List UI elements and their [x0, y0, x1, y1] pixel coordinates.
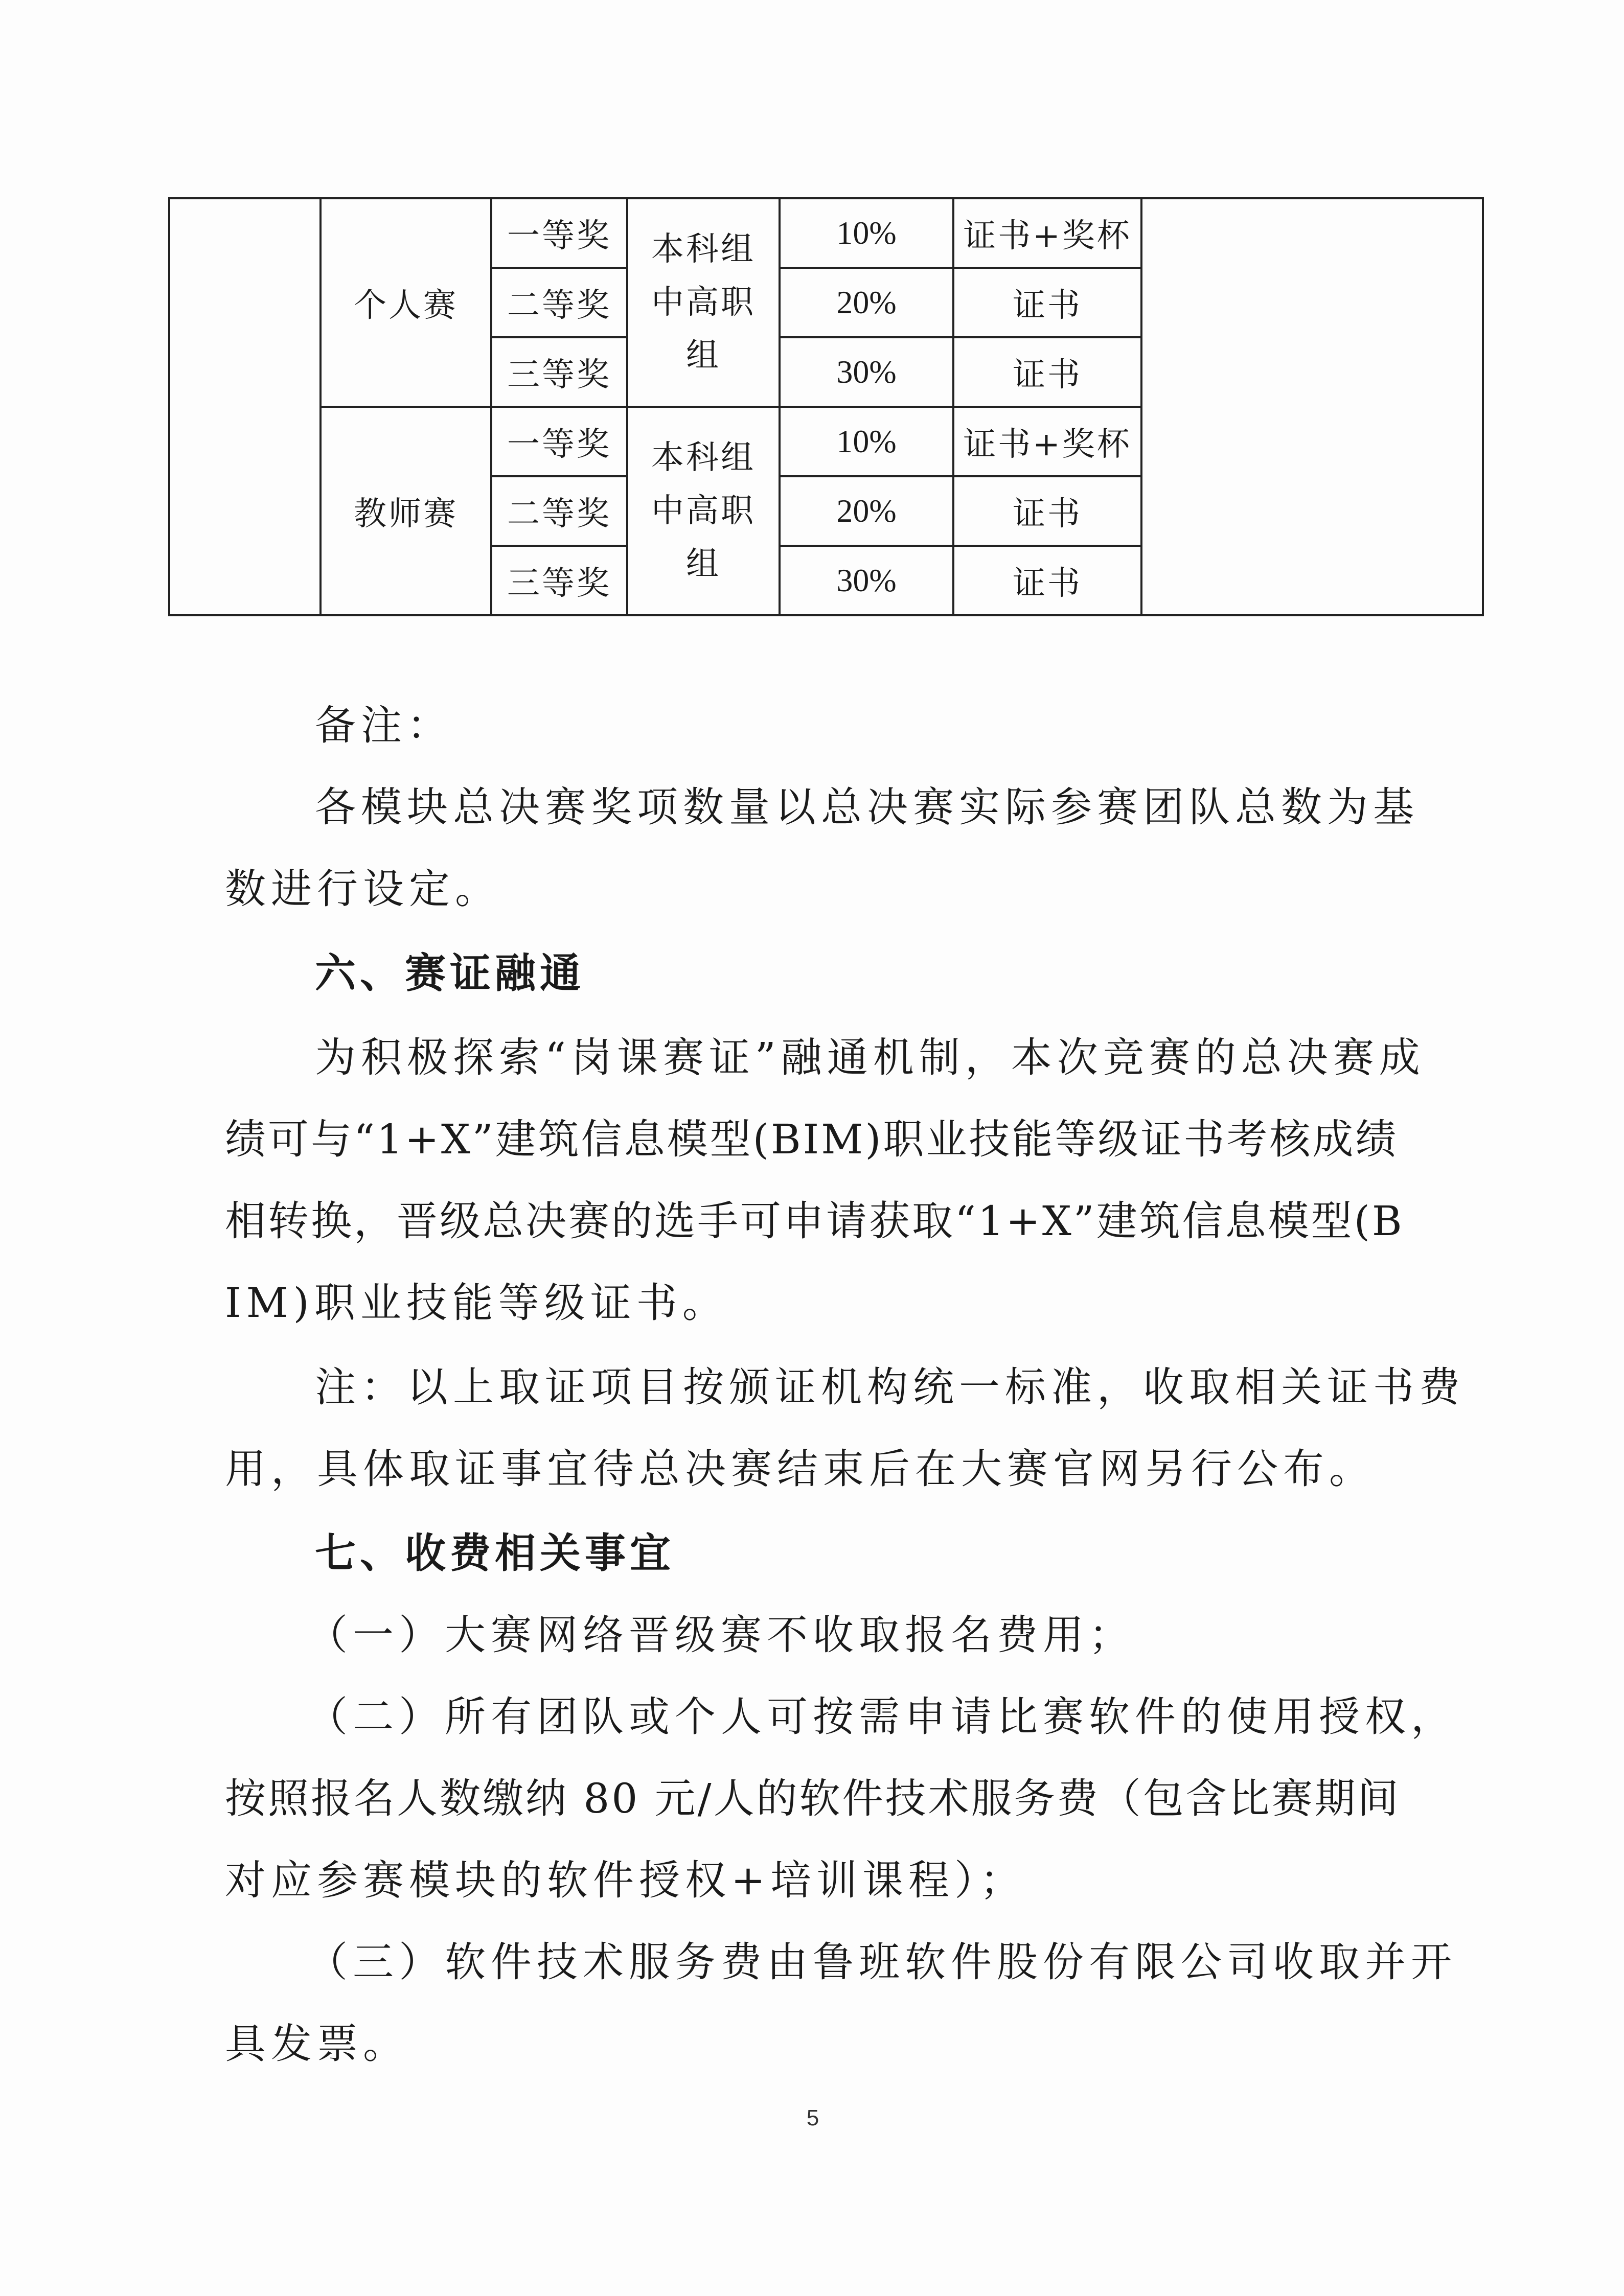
rank-cell: 一等奖: [491, 198, 627, 268]
group-cell: [627, 407, 780, 615]
ratio-cell: 20%: [780, 268, 953, 337]
ratio-cell: 30%: [780, 546, 953, 615]
rank-cell: 三等奖: [491, 546, 627, 615]
paragraph-line: 相转换，晋级总决赛的选手可申请获取“1+X”建筑信息模型(B: [225, 1197, 1404, 1245]
reward-cell: 证书+奖杯: [953, 198, 1141, 268]
list-item: （三）软件技术服务费由鲁班软件股份有限公司收取并开: [307, 1938, 1457, 1986]
paragraph-line: 按照报名人数缴纳 80 元/人的软件技术服务费（包含比赛期间: [225, 1775, 1401, 1822]
group-line: 本科组: [651, 230, 756, 268]
reward-cell: 证书: [953, 546, 1141, 615]
paragraph-line: 用，具体取证事宜待总决赛结束后在大赛官网另行公布。: [225, 1445, 1375, 1493]
ratio-cell: 10%: [780, 198, 953, 268]
group-line: 组: [686, 545, 721, 583]
group-line: 组: [686, 337, 721, 375]
reward-cell: 证书: [953, 476, 1141, 546]
rank-cell: 二等奖: [491, 476, 627, 546]
paragraph-line: 对应参赛模块的软件授权+培训课程）；: [225, 1857, 1026, 1904]
group-line: 本科组: [651, 439, 756, 477]
group-cell: [627, 198, 780, 407]
group-line: 中高职: [651, 492, 756, 530]
rank-cell: 一等奖: [491, 407, 627, 476]
ratio-cell: 20%: [780, 476, 953, 546]
rank-cell: 三等奖: [491, 337, 627, 407]
table-blank-cell: [169, 198, 321, 615]
ratio-cell: 30%: [780, 337, 953, 407]
notes-label: 备注：: [315, 702, 453, 749]
paragraph-line: IM)职业技能等级证书。: [225, 1279, 728, 1327]
notes-line: 数进行设定。: [225, 865, 501, 913]
table-row: [169, 198, 1483, 268]
table-blank-cell: [1141, 198, 1483, 615]
page-number: 5: [806, 2105, 819, 2130]
notes-line: 各模块总决赛奖项数量以总决赛实际参赛团队总数为基: [315, 783, 1419, 831]
competition-name-cell: 个人赛: [321, 198, 491, 407]
award-table: [168, 197, 1484, 616]
list-item: （一）大赛网络晋级赛不收取报名费用；: [307, 1611, 1135, 1659]
list-item: （二）所有团队或个人可按需申请比赛软件的使用授权，: [307, 1693, 1457, 1741]
competition-name-cell: 教师赛: [321, 407, 491, 615]
rank-cell: 二等奖: [491, 268, 627, 337]
section-heading: 六、赛证融通: [315, 949, 585, 997]
paragraph-line: 注：以上取证项目按颁证机构统一标准，收取相关证书费: [315, 1363, 1465, 1411]
reward-cell: 证书: [953, 268, 1141, 337]
reward-cell: 证书: [953, 337, 1141, 407]
ratio-cell: 10%: [780, 407, 953, 476]
section-heading: 七、收费相关事宜: [315, 1529, 675, 1577]
paragraph-line: 绩可与“1+X”建筑信息模型(BIM)职业技能等级证书考核成绩: [225, 1116, 1399, 1163]
paragraph-line: 具发票。: [225, 2020, 409, 2068]
reward-cell: 证书+奖杯: [953, 407, 1141, 476]
group-line: 中高职: [651, 284, 756, 321]
paragraph-line: 为积极探索“岗课赛证”融通机制，本次竞赛的总决赛成: [315, 1034, 1425, 1081]
